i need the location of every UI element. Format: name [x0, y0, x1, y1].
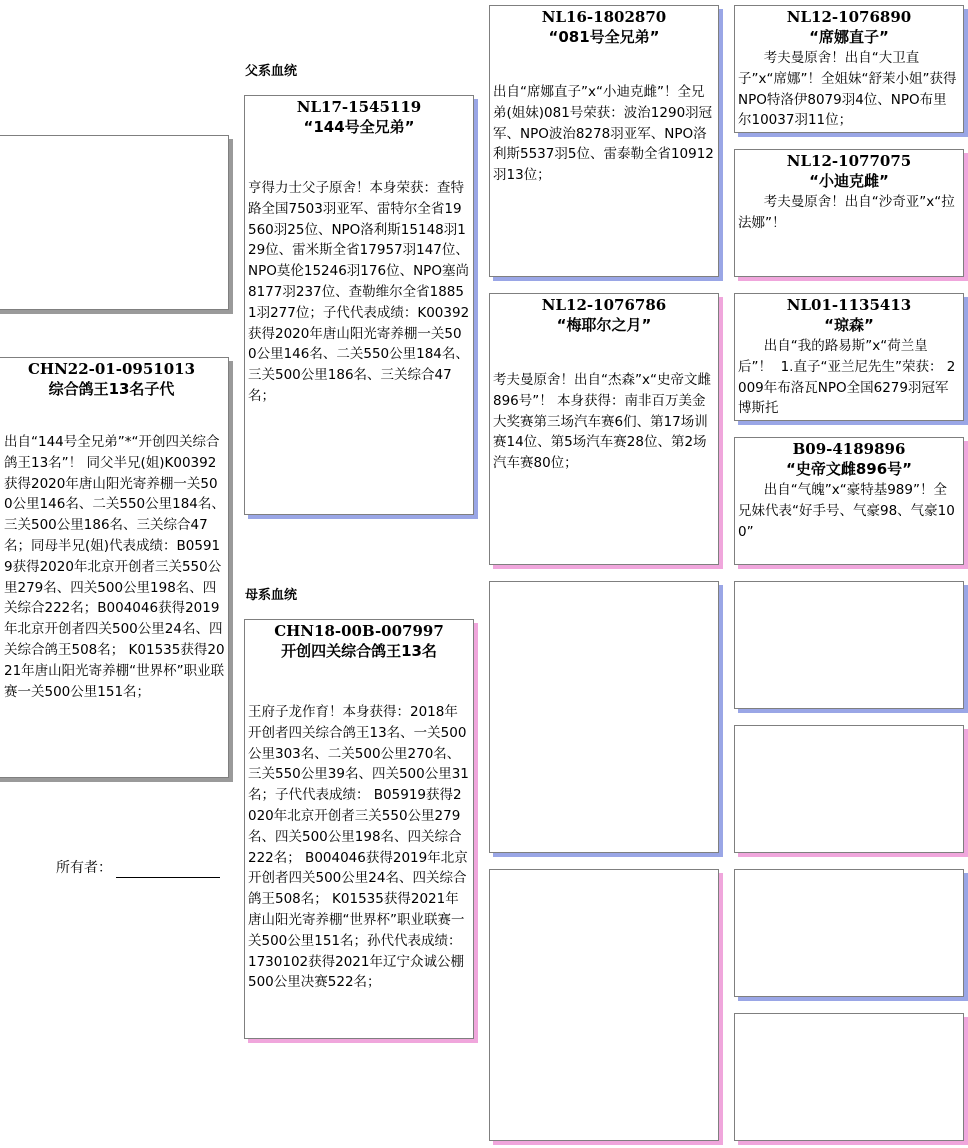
sds-name: “琼森”: [824, 316, 874, 334]
sire-dam-card: [489, 293, 719, 565]
owner-field: [56, 858, 220, 878]
owner-label: 所有者：: [56, 860, 112, 876]
sds-card: [734, 293, 964, 421]
subject-id: CHN22-01-0951013: [27, 360, 196, 378]
sire-id: NL17-1545119: [296, 98, 422, 116]
sire-dam-name: “梅耶尔之月”: [556, 316, 652, 334]
sds-id: NL01-1135413: [786, 296, 912, 314]
sire-dam-id: NL12-1076786: [541, 296, 667, 314]
dam-name: 开创四关综合鸽王13名: [281, 642, 437, 660]
sire-sire-text: 出自“席娜直子”x“小迪克雌”！全兄弟(姐妹)081号荣获：波治1290羽冠军、NPO波治8278羽亚军、NPO洛利斯5537羽5位、雷泰勒全省10912羽13位；: [493, 84, 714, 184]
dsd-card-empty: [734, 725, 964, 853]
sds-text: 出自“我的路易斯”x“荷兰皇后”！ 1.直子“亚兰尼先生”荣获： 2009年布洛瓦NPO全国6279羽冠军博斯托: [738, 338, 956, 417]
ssd-id: NL12-1077075: [786, 152, 912, 170]
sss-text: 考夫曼原舍！出自“大卫直子”x“席娜”！全姐妹“舒茉小姐”获得NPO特洛伊8079羽4位、NPO布里尔10037羽11位；: [738, 50, 957, 129]
ssd-name: “小迪克雌”: [809, 172, 889, 190]
dam-sire-card-empty: [489, 581, 719, 853]
sss-id: NL12-1076890: [786, 8, 912, 26]
dam-card: [244, 619, 474, 1039]
ddd-card-empty: [734, 1013, 964, 1141]
dss-card-empty: [734, 581, 964, 709]
sss-card: [734, 5, 964, 133]
sire-card: [244, 95, 474, 515]
sire-dam-text: 考夫曼原舍！出自“杰森”x“史帝文雌896号”！ 本身获得：南非百万美金大奖赛第三场汽车赛6们、第17场训赛14位、第5场汽车赛28位、第2场汽车赛80位；: [493, 372, 711, 472]
ssd-text: 考夫曼原舍！出自“沙奇亚”x“拉法娜”！: [738, 194, 955, 231]
sdd-card: [734, 437, 964, 565]
sdd-id: B09-4189896: [792, 440, 906, 458]
subject-text: 出自“144号全兄弟”*“开创四关综合鸽王13名”！ 同父半兄(姐)K00392获得2020年唐山阳光寄养棚一关500公里146名、二关550公里184名、三关500公里186名、三关综合47名；同母半兄(姐)代表成绩：B05919获得2020年北京开创者三关550公里279名、四关500公里198名、四关综合222名；B004046获得2019年北京开创者四关500公里24名、四关综合鸽王508名； K01535获得2021年唐山阳光寄养棚“世界杯”职业联赛一关500公里151名；: [4, 434, 225, 700]
subject-card: [0, 357, 229, 778]
sire-sire-name: “081号全兄弟”: [548, 28, 660, 46]
subject-name: 综合鸽王13名子代: [48, 380, 175, 398]
dam-section-label: 母系血统: [245, 588, 298, 603]
owner-blank-line[interactable]: [116, 863, 220, 878]
sire-text: 亨得力士父子原舍！本身荣获：查特路全国7503羽亚军、雷特尔全省19560羽25位、NPO洛利斯15148羽129位、雷米斯全省17957羽147位、NPO莫伦15246羽176位、NPO塞尚8177羽237位、查勒维尔全省18851羽277位；子代代表成绩：K00392获得2020年唐山阳光寄养棚一关500公里146名、二关550公里184名、三关500公里186名、三关综合47名；: [248, 180, 470, 404]
sire-sire-card: [489, 5, 719, 277]
sss-name: “席娜直子”: [809, 28, 889, 46]
dam-text: 王府子龙作育！本身获得：2018年开创者四关综合鸽王13名、一关500公里303名、二关500公里270名、三关550公里39名、四关500公里31名；子代代表成绩： B05919获得2020年北京开创者三关550公里279名、四关500公里198名、四关综合222名； B004046获得2019年北京开创者四关500公里24名、四关综合鸽王508名； K01535获得2021年唐山阳光寄养棚“世界杯”职业联赛一关500公里151名；孙代代表成绩：1730102获得2021年辽宁众诚公棚500公里决赛522名；: [248, 704, 469, 991]
dam-id: CHN18-00B-007997: [274, 622, 444, 640]
sdd-name: “史帝文雌896号”: [785, 460, 913, 478]
sire-sire-id: NL16-1802870: [541, 8, 667, 26]
dds-card-empty: [734, 869, 964, 997]
sire-name: “144号全兄弟”: [303, 118, 415, 136]
sire-section-label: 父系血统: [245, 64, 298, 79]
empty-box-left: [0, 135, 229, 310]
ssd-card: [734, 149, 964, 277]
dam-dam-card-empty: [489, 869, 719, 1141]
sdd-text: 出自“气魄”x“豪特基989”！全兄妹代表“好手号、气豪98、气豪100”: [738, 482, 955, 540]
